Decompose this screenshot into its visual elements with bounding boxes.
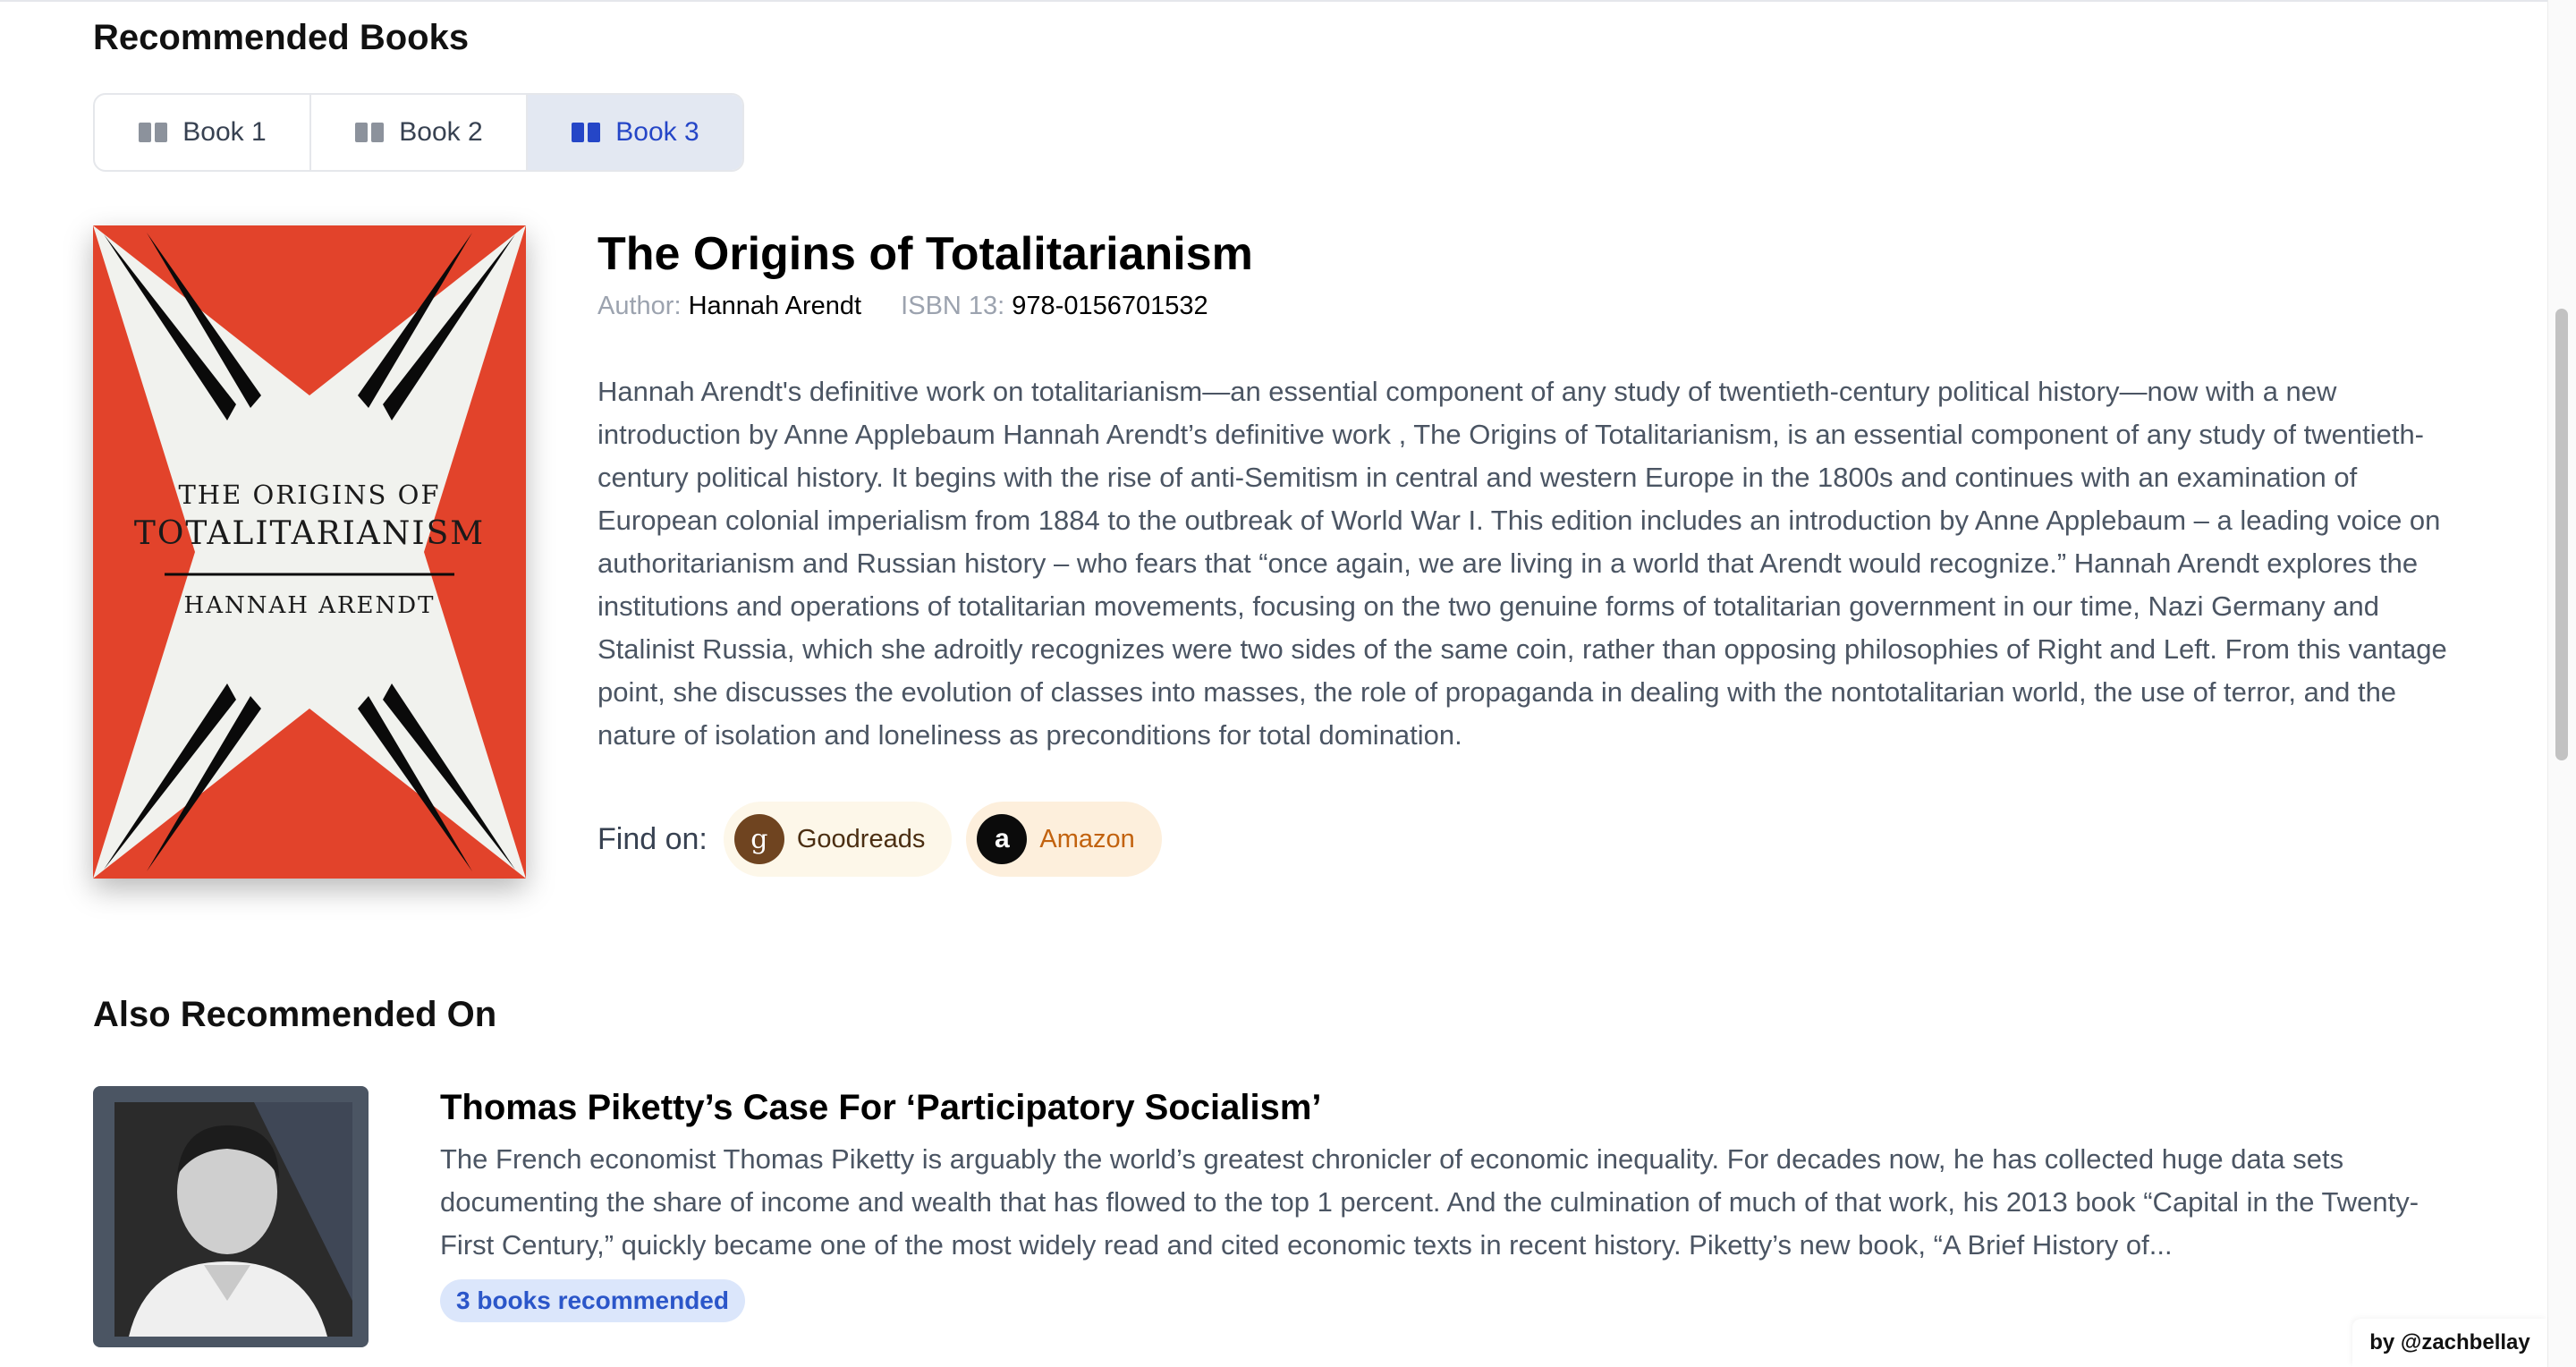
cover-title-line-2: TOTALITARIANISM [133, 515, 486, 552]
tab-book-1[interactable] [95, 95, 311, 170]
article-thumbnail[interactable] [93, 1086, 369, 1347]
book-icon [138, 120, 168, 145]
article-description: The French economist Thomas Piketty is arguably the world’s greatest chronicler of economic inequality. For decades now, he has collected huge data sets documenting the share of income and wealth that has flowed to the top 1 percent. And the culmination of much of that work, his 2013 book “Capital in the Twenty-First Century,” quickly became one of the most widely read and cited economic texts in recent history. Piketty’s new book, “A Brief History of... [440, 1143, 2419, 1261]
also-recommended-heading: Also Recommended On [93, 995, 497, 1034]
tab-book-3[interactable] [528, 95, 742, 170]
amazon-label: Amazon [1039, 824, 1135, 853]
find-on [597, 802, 1162, 877]
cover-title-line-1: THE ORIGINS OF [178, 480, 441, 510]
book-tabs [93, 93, 744, 172]
cover-author: HANNAH ARENDT [183, 592, 436, 619]
books-recommended-badge[interactable]: 3 books recommended [440, 1279, 745, 1322]
book-open-icon [571, 120, 601, 145]
find-on-label: Find on: [597, 821, 708, 856]
tab-label: Book 3 [615, 117, 699, 147]
article-title[interactable]: Thomas Piketty’s Case For ‘Participatory Socialism’ [440, 1088, 1322, 1127]
book-description: Hannah Arendt's definitive work on totalitarianism—an essential component of any study of twentieth-century political history—now with a new introduction by Anne Applebaum Hannah Arendt’s definitive work , The Origins of Totalitarianism, is an essential component of any study of twentieth-century political history. It begins with the rise of anti-Semitism in central and western Europe in the 1800s and continues with an examination of European colonial imperialism from 1884 to the outbreak of World War I. This edition includes an introduction by Anne Applebaum – a leading voice on authoritarianism and Russian history – who fears that “once again, we are living in a world that Arendt would recognize.” Hannah Arendt explores the institutions and operations of totalitarian movements, focusing on the two genuine forms of totalitarian government in our time, Nazi Germany and Stalinist Russia, which she adroitly recognizes were two sides of the same coin, rather than opposing philosophies of Right and Left. From this vantage point, she discusses the evolution of classes into masses, the role of propaganda in dealing with the nontotalitarian world, the use of terror, and the nature of isolation and loneliness as preconditions for total domination. [597, 376, 2447, 751]
credit-badge[interactable]: by @zachbellay [2352, 1319, 2547, 1367]
book-cover [93, 225, 526, 879]
book-title: The Origins of Totalitarianism [597, 228, 1253, 280]
book-icon [354, 120, 385, 145]
book-meta [597, 292, 1208, 321]
top-divider [0, 0, 2558, 2]
scrollbar-thumb[interactable] [2555, 309, 2568, 760]
recommended-books-heading: Recommended Books [93, 18, 470, 57]
goodreads-link[interactable] [724, 802, 953, 877]
goodreads-icon: g [734, 814, 784, 864]
author-label: Author: [597, 292, 682, 320]
amazon-link[interactable] [966, 802, 1161, 877]
author-value: Hannah Arendt [688, 292, 862, 320]
tab-label: Book 2 [399, 117, 483, 147]
amazon-icon: a [977, 814, 1027, 864]
isbn-label: ISBN 13: [901, 292, 1005, 320]
tab-label: Book 1 [182, 117, 267, 147]
tab-book-2[interactable] [311, 95, 528, 170]
goodreads-label: Goodreads [796, 824, 926, 853]
isbn-value: 978-0156701532 [1012, 292, 1208, 320]
